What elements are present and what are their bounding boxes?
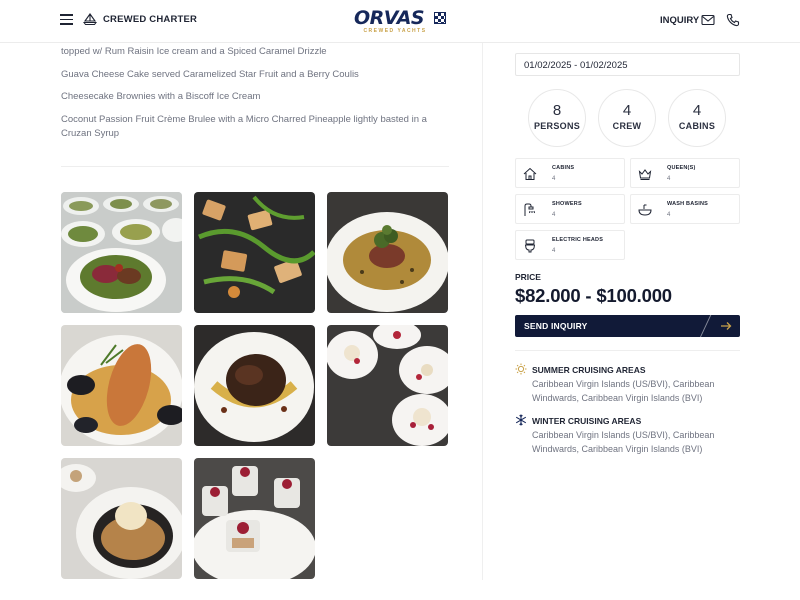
photo-crumble-ice-cream[interactable] [61, 458, 182, 579]
amenity-value: 4 [552, 212, 556, 218]
amenity-wash-basins [630, 194, 740, 224]
logo-subtext: CREWED YACHTS [363, 28, 427, 34]
price-label: PRICE [515, 272, 541, 282]
amenity-label: CABINS [552, 165, 575, 171]
brand-label: CREWED CHARTER [103, 13, 198, 25]
price-value: $82.000 - $100.000 [515, 285, 672, 306]
amenity-cabins [515, 158, 625, 188]
winter-cruising-areas: Caribbean Virgin Islands (US/BVI), Caribbean Windwards, Caribbean Virgin Islands (BVI) [532, 430, 715, 454]
stat-crew [598, 89, 656, 147]
stat-label: CREW [612, 121, 642, 131]
send-inquiry-button[interactable] [515, 315, 740, 337]
house-icon [522, 166, 538, 182]
snowflake-icon [515, 414, 527, 426]
checkered-flag-icon [434, 12, 446, 24]
crewed-charter-link[interactable] [83, 13, 197, 25]
photo-skewers-green-beans[interactable] [194, 192, 315, 313]
amenity-label: ELECTRIC HEADS [552, 237, 604, 243]
stat-label: PERSONS [533, 121, 581, 131]
logo-text: ORVAS [354, 7, 425, 29]
arrow-right-icon [720, 320, 732, 332]
sun-icon [515, 363, 527, 375]
amenity-value: 4 [552, 248, 556, 254]
amenity-label: QUEEN(S) [667, 165, 696, 171]
send-inquiry-label: SEND INQUIRY [524, 321, 588, 331]
crown-icon [637, 166, 653, 182]
photo-desserts-berries[interactable] [327, 325, 448, 446]
divider [515, 350, 740, 351]
stat-value: 4 [692, 102, 702, 119]
amenity-electric-heads [515, 230, 625, 260]
basin-icon [637, 202, 653, 218]
menu-item: Coconut Passion Fruit Crème Brulee with a Micro Charred Pineapple lightly basted in a Cruzan Syrup [61, 113, 427, 139]
stat-label: CABINS [678, 121, 716, 131]
photo-berry-parfaits[interactable] [194, 458, 315, 579]
toilet-icon [522, 238, 538, 254]
stat-cabins [668, 89, 726, 147]
mail-icon[interactable] [701, 14, 715, 26]
amenity-label: SHOWERS [552, 201, 582, 207]
shower-icon [522, 202, 538, 218]
photo-salad-platters[interactable] [61, 192, 182, 313]
inquiry-link[interactable]: INQUIRY [660, 15, 700, 26]
phone-icon[interactable] [726, 13, 740, 27]
winter-cruising-title: WINTER CRUISING AREAS [532, 416, 642, 426]
stat-value: 4 [622, 102, 632, 119]
menu-item: Cheesecake Brownies with a Biscoff Ice Cream [61, 91, 261, 102]
summer-cruising-areas: Caribbean Virgin Islands (US/BVI), Caribbean Windwards, Caribbean Virgin Islands (BVI) [532, 379, 715, 403]
menu-icon[interactable] [60, 14, 73, 26]
date-range-field[interactable]: 01/02/2025 - 01/02/2025 [515, 53, 740, 76]
photo-tartare-with-sauce[interactable] [327, 192, 448, 313]
stat-value: 8 [552, 102, 562, 119]
dessert-menu [61, 43, 449, 150]
photo-braised-meat[interactable] [194, 325, 315, 446]
amenity-queens [630, 158, 740, 188]
amenity-value: 4 [667, 176, 671, 182]
divider [61, 166, 449, 167]
menu-item: topped w/ Rum Raisin Ice cream and a Spiced Caramel Drizzle [61, 46, 327, 57]
sailboat-icon [83, 13, 97, 25]
amenity-value: 4 [667, 212, 671, 218]
amenity-showers [515, 194, 625, 224]
site-header [0, 0, 800, 43]
amenity-label: WASH BASINS [667, 201, 709, 207]
column-divider [482, 43, 483, 580]
stat-persons [528, 89, 586, 147]
photo-fish-with-mussels[interactable] [61, 325, 182, 446]
orvas-logo[interactable] [354, 8, 446, 36]
menu-item: Guava Cheese Cake served Caramelized Star Fruit and a Berry Coulis [61, 68, 359, 80]
summer-cruising-title: SUMMER CRUISING AREAS [532, 365, 646, 375]
amenity-value: 4 [552, 176, 556, 182]
